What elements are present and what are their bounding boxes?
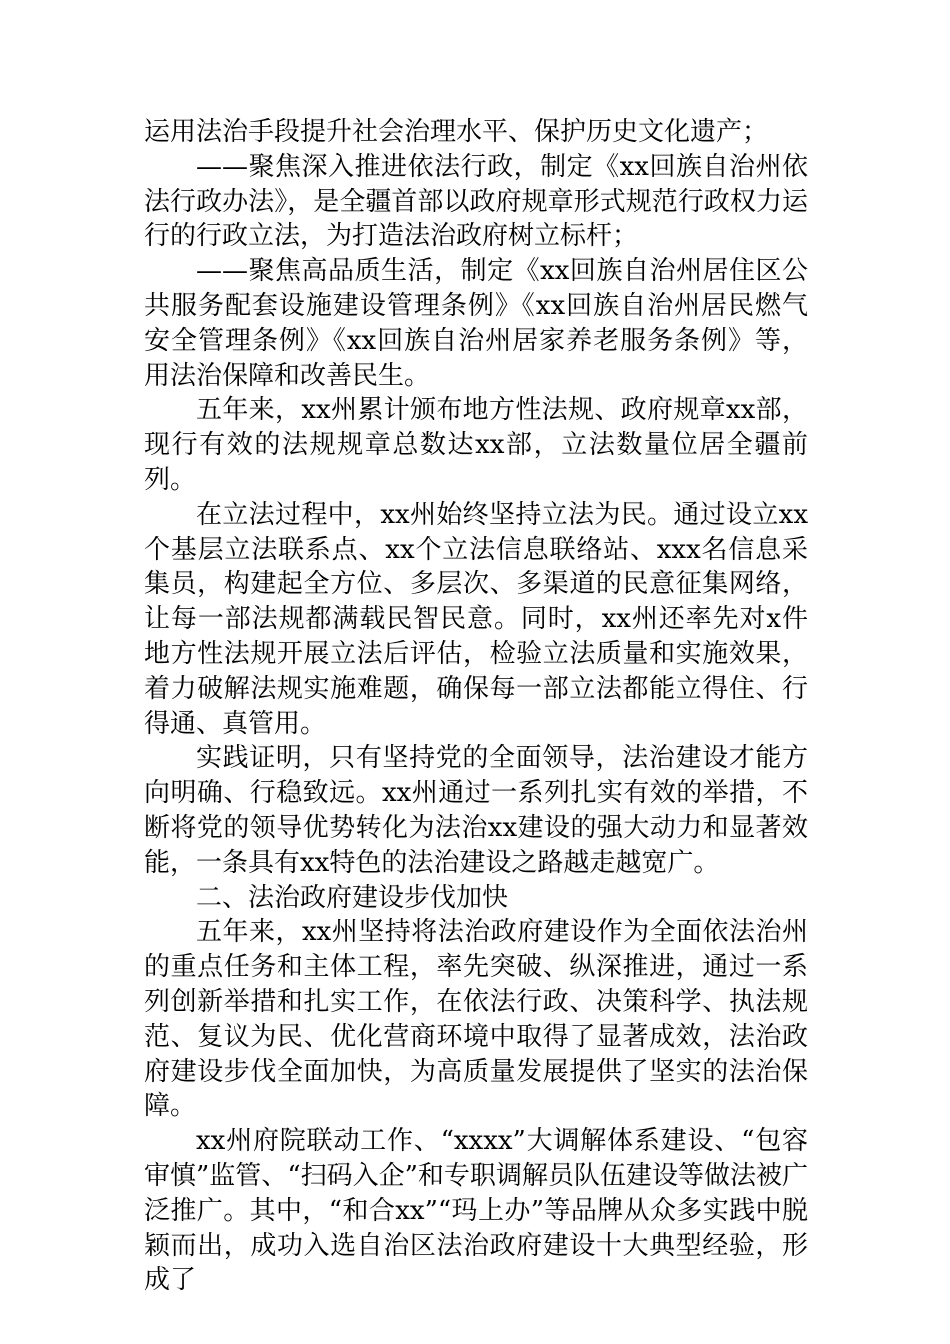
paragraph-7-government-construction: 五年来，xx州坚持将法治政府建设作为全面依法治州的重点任务和主体工程，率先突破、纵深推进，通过一系列创新举措和扎实工作，在依法行政、决策科学、执法规范、复议为民、优化营商环境中取得了显著成效，法治政府建设步伐全面加快，为高质量发展提供了坚实的法治保障。 — [144, 917, 808, 1122]
paragraph-1-continuation: 运用法治手段提升社会治理水平、保护历史文化遗产； — [144, 117, 769, 147]
paragraph-4-five-years-legislation: 五年来，xx州累计颁布地方性法规、政府规章xx部，现行有效的法规规章总数达xx部，立法数量位居全疆前列。 — [144, 395, 808, 495]
paragraph-6-practice-proves: 实践证明，只有坚持党的全面领导，法治建设才能方向明确、行稳致远。xx州通过一系列扎实有效的举措，不断将党的领导优势转化为法治xx建设的强大动力和显著效能，一条具有xx特色的法治建设之路越走越宽广。 — [144, 743, 808, 878]
paragraph-5-legislation-for-people: 在立法过程中，xx州始终坚持立法为民。通过设立xx个基层立法联系点、xx个立法信息联络站、xxx名信息采集员，构建起全方位、多层次、多渠道的民意征集网络，让每一部法规都满载民智民意。同时，xx州还率先对x件地方性法规开展立法后评估，检验立法质量和实施效果，着力破解法规实施难题，确保每一部立法都能立得住、行得通、真管用。 — [144, 499, 808, 739]
document-body — [144, 115, 808, 1298]
paragraph-8-typical-experience: xx州府院联动工作、“xxxx”大调解体系建设、“包容审慎”监管、“扫码入企”和专职调解员队伍建设等做法被广泛推广。其中，“和合xx”“玛上办”等品牌从众多实践中脱颖而出，成功入选自治区法治政府建设十大典型经验，形成了 — [144, 1126, 808, 1296]
section-heading-rule-of-law-government: 二、法治政府建设步伐加快 — [196, 882, 509, 913]
paragraph-2-administration-by-law: ——聚焦深入推进依法行政，制定《xx回族自治州依法行政办法》，是全疆首部以政府规章形式规范行政权力运行的行政立法，为打造法治政府树立标杆； — [144, 151, 808, 252]
paragraph-3-quality-life: ——聚焦高品质生活，制定《xx回族自治州居住区公共服务配套设施建设管理条例》《xx回族自治州居民燃气安全管理条例》《xx回族自治州居家养老服务条例》等，用法治保障和改善民生。 — [144, 256, 808, 391]
